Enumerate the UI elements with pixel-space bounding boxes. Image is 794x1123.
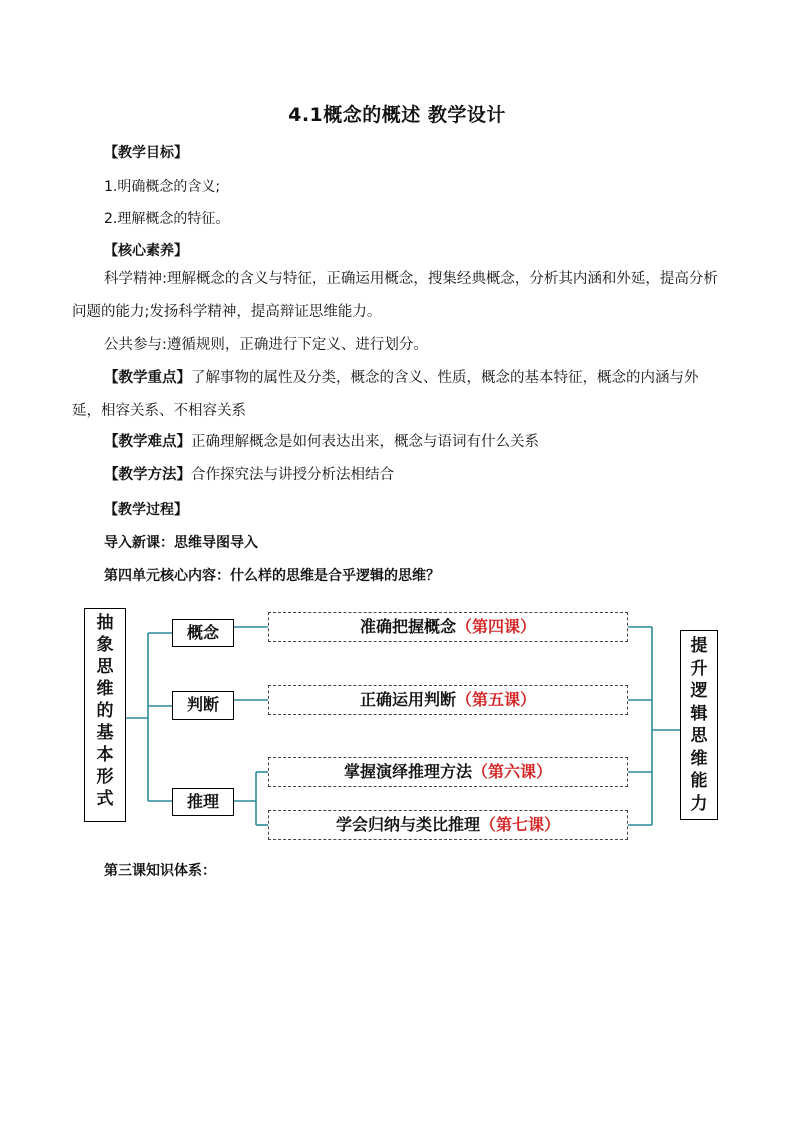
lesson-4-text: 准确把握概念 (359, 617, 456, 636)
key-points-text: 了解事物的属性及分类，概念的含义、性质，概念的基本特征，概念的内涵与外延，相容关系、不相容关系 (72, 370, 699, 419)
node-concept: 概念 (172, 619, 234, 647)
page-title: 4.1概念的概述 教学设计 (288, 104, 506, 126)
lesson-6-tag: （第六课） (472, 762, 553, 781)
core-public-paragraph: 公共参与:遵循规则，正确进行下定义、进行划分。 (104, 337, 428, 353)
lesson-box-7 (268, 810, 628, 840)
lesson3-heading: 第三课知识体系： (104, 863, 216, 879)
node-judgment: 判断 (172, 691, 234, 720)
lesson-box-5 (268, 685, 628, 715)
lesson-5-tag: （第五课） (456, 690, 537, 709)
core-science-paragraph: 科学精神:理解概念的含义与特征，正确运用概念，搜集经典概念，分析其内涵和外延，提高分析问题的能力;发扬科学精神，提高辩证思维能力。 (72, 271, 718, 320)
intro-line: 导入新课：思维导图导入 (104, 535, 258, 551)
lesson-4-tag: （第四课） (456, 617, 537, 636)
process-heading: 【教学过程】 (104, 502, 188, 518)
lesson-5-text: 正确运用判断 (359, 690, 456, 709)
goal-item-1: 1.明确概念的含义; (104, 179, 221, 195)
difficulties-text: 正确理解概念是如何表达出来，概念与语词有什么关系 (191, 434, 539, 450)
lesson-7-tag: （第七课） (480, 815, 561, 834)
methods-text: 合作探究法与讲授分析法相结合 (191, 467, 394, 483)
lesson-box-4 (268, 612, 628, 642)
key-points-label: 【教学重点】 (104, 370, 191, 386)
unit-core-line: 第四单元核心内容：什么样的思维是合乎逻辑的思维？ (104, 568, 440, 584)
goals-heading: 【教学目标】 (104, 145, 188, 161)
goal-item-2: 2.理解概念的特征。 (104, 211, 230, 227)
methods-label: 【教学方法】 (104, 467, 191, 483)
left-box-text: 抽象思维的基本形式 (96, 613, 114, 809)
node-reasoning: 推理 (172, 788, 234, 816)
lesson-6-text: 掌握演绎推理方法 (343, 762, 472, 781)
right-box-text: 提升逻辑思维能力 (690, 636, 708, 814)
difficulties-label: 【教学难点】 (104, 434, 191, 450)
lesson-box-6 (268, 757, 628, 787)
core-heading: 【核心素养】 (104, 243, 188, 259)
lesson-7-text: 学会归纳与类比推理 (335, 815, 480, 834)
